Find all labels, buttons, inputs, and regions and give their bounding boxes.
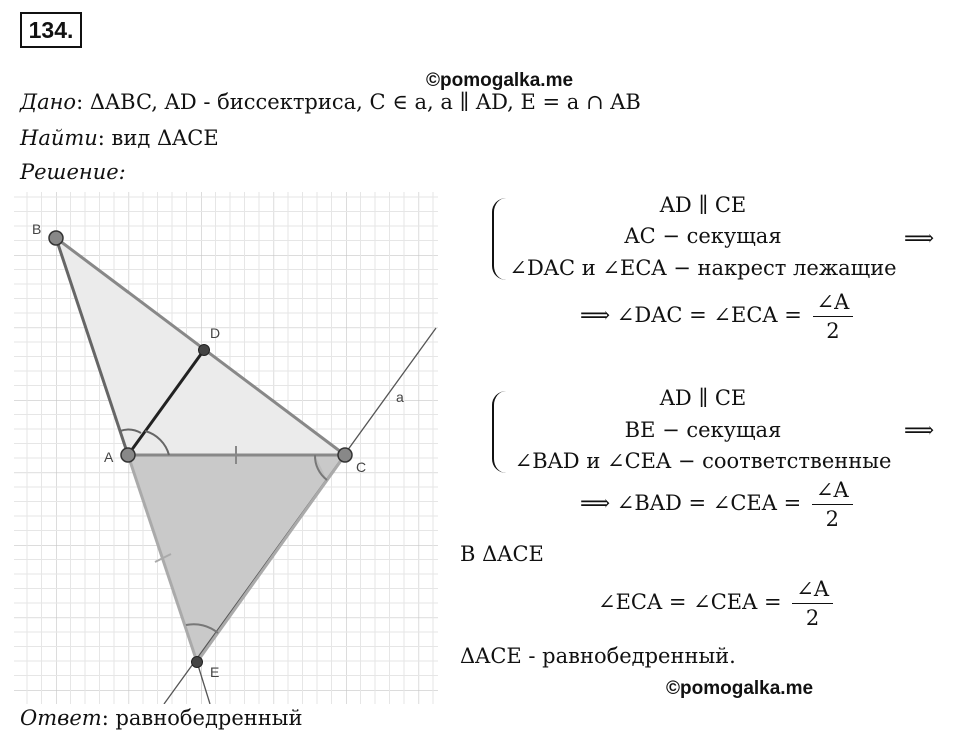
given-line bbox=[20, 90, 641, 114]
system1-line-1: AD ∥ CE bbox=[659, 193, 747, 217]
label-a: A bbox=[104, 449, 114, 465]
system2-frac-den: 2 bbox=[825, 507, 839, 531]
system1-frac-den: 2 bbox=[826, 319, 840, 343]
point-b bbox=[49, 231, 63, 245]
system2-frac-num: ∠A bbox=[812, 476, 853, 505]
in-triangle-label: В ΔACE bbox=[460, 542, 544, 566]
watermark-top: ©pomogalka.me bbox=[426, 70, 574, 91]
equality-left: ∠ECA = ∠CEA = bbox=[598, 590, 782, 614]
given-text: : ΔABC, AD - биссектриса, C ∈ a, a ∥ AD, E = a ∩ AB bbox=[76, 90, 641, 114]
system2-arrow: ⟹ bbox=[904, 418, 935, 442]
system1-result bbox=[580, 288, 853, 345]
equality-frac-num: ∠A bbox=[792, 575, 833, 604]
given-label: Дано bbox=[20, 90, 77, 114]
find-text: : вид ΔACE bbox=[97, 126, 219, 150]
system1-fraction bbox=[813, 288, 854, 345]
system1-arrow: ⟹ bbox=[904, 226, 935, 250]
system2-line-2: BE − секущая bbox=[624, 418, 782, 442]
point-d bbox=[199, 345, 210, 356]
system2-line-3: ∠BAD и ∠CEA − соответственные bbox=[514, 449, 892, 473]
equality-frac-den: 2 bbox=[805, 606, 820, 630]
equality-fraction bbox=[792, 575, 833, 632]
label-a-line: a bbox=[396, 389, 404, 405]
geometry-figure bbox=[14, 192, 438, 704]
system1-line-3: ∠DAC и ∠ECA − накрест лежащие bbox=[509, 256, 897, 280]
point-e bbox=[192, 657, 203, 668]
conclusion: ΔACE - равнобедренный. bbox=[460, 644, 736, 668]
system2-line-1: AD ∥ CE bbox=[659, 386, 747, 410]
label-e: E bbox=[210, 664, 220, 680]
point-c bbox=[338, 448, 352, 462]
system1-frac-num: ∠A bbox=[813, 288, 854, 317]
watermark-bottom: ©pomogalka.me bbox=[666, 678, 814, 699]
solution-label: Решение: bbox=[20, 160, 126, 184]
label-b: B bbox=[32, 221, 42, 237]
find-line bbox=[20, 126, 219, 150]
system1-line-2: AC − секущая bbox=[624, 224, 782, 248]
answer-label: Ответ bbox=[20, 706, 102, 730]
problem-number: 134. bbox=[20, 12, 82, 48]
system2-result bbox=[580, 476, 853, 533]
equality-line bbox=[598, 575, 833, 632]
system2-fraction bbox=[812, 476, 853, 533]
answer-line bbox=[20, 706, 302, 730]
label-c: C bbox=[356, 459, 367, 475]
system2-result-left: ⟹ ∠BAD = ∠CEA = bbox=[580, 491, 802, 515]
label-d: D bbox=[210, 325, 221, 341]
point-a bbox=[121, 448, 135, 462]
answer-text: : равнобедренный bbox=[101, 706, 303, 730]
find-label: Найти bbox=[20, 126, 98, 150]
system1-result-left: ⟹ ∠DAC = ∠ECA = bbox=[580, 303, 802, 327]
